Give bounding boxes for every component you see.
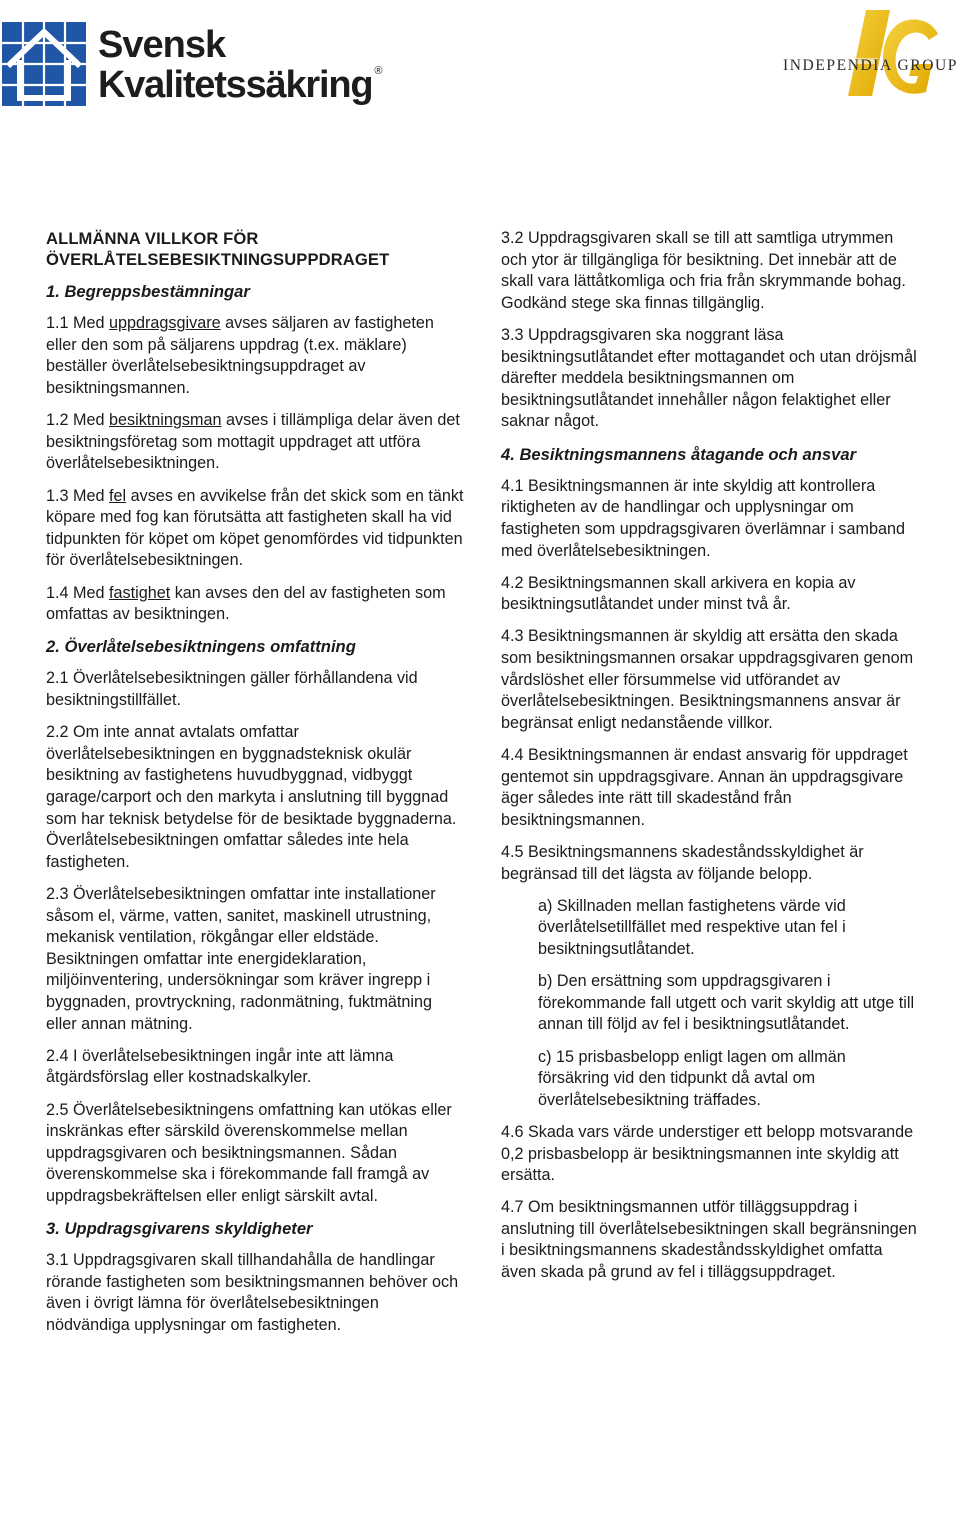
brand-line-2: Kvalitetssäkring [98, 64, 373, 106]
clause-4-5: 4.5 Besiktningsmannens skadeståndsskyldighet är begränsad till det lägsta av följande belopp. [501, 843, 864, 883]
title-line-1: ALLMÄNNA VILLKOR FÖR [46, 229, 259, 248]
document-title [46, 228, 466, 270]
clause-4-1: 4.1 Besiktningsmannen är inte skyldig att kontrollera riktigheten av de handlingar och upplysningar om fastigheten som uppdragsgivaren överlämnar i samband med överlåtelsebesiktningen. [501, 476, 906, 560]
clause-4-3: 4.3 Besiktningsmannen är skyldig att ersätta den skada som besiktningsmannen orsakar uppdragsgivaren genom vårdslöshet eller försummelse vid utförandet av överlåtelsebesiktningen. Besiktningsmannens ansvar är begränsat enligt nedanstående villkor. [501, 627, 914, 732]
clause-2-1: 2.1 Överlåtelsebesiktningen gäller förhållandena vid besiktningstillfället. [46, 669, 418, 710]
section-heading-3: 3. Uppdragsgivarens skyldigheter [46, 1219, 313, 1239]
clause-3-3: 3.3 Uppdragsgivaren ska noggrant läsa besiktningsutlåtandet efter mottagandet och utan dröjsmål därefter meddela besiktningsmannen om besiktningsutlåtandet innehåller någon felaktighet eller saknar något. [501, 325, 917, 431]
clause-4-5-a: a) Skillnaden mellan fastighetens värde vid överlåtelsetillfället med respektive utan fel i besiktningsutlåtandet. [538, 896, 846, 958]
clause-1-4: 1.4 Med fastighet kan avses den del av fastigheten som omfattas av besiktningen. [46, 583, 446, 624]
clause-4-5-c: c) 15 prisbasbelopp enligt lagen om allmän försäkring vid den tidpunkt då avtal om överlåtelsebesiktning träffades. [538, 1047, 846, 1109]
clause-2-4: 2.4 I överlåtelsebesiktningen ingår inte att lämna åtgärdsförslag eller kostnadskalkyler. [46, 1046, 394, 1087]
term-fastighet: fastighet [109, 583, 171, 602]
independia-group-wordmark: INDEPENDIA GROUP [783, 57, 959, 74]
title-line-2: ÖVERLÅTELSEBESIKTNINGSUPPDRAGET [46, 250, 390, 269]
brand-line-1: Svensk [98, 24, 226, 66]
term-fel: fel [109, 486, 127, 505]
section-heading-4: 4. Besiktningsmannens åtagande och ansvar [501, 444, 857, 464]
ig-logo-icon [828, 4, 958, 100]
clause-4-6: 4.6 Skada vars värde understiger ett belopp motsvarande 0,2 prisbasbelopp är besiktningsmannen inte skyldig att ersätta. [501, 1122, 914, 1185]
brand-wordmark [98, 26, 381, 104]
clause-2-5: 2.5 Överlåtelsebesiktningens omfattning kan utökas eller inskränkas efter särskild överenskommelse mellan uppdragsgivaren och besiktningsmannen. Sådan överenskommelse ska i förekommande fall framgå av uppdragsbekräftelsen eller enligt särskilt avtal. [46, 1100, 452, 1205]
right-column [501, 228, 921, 1294]
clause-2-2: 2.2 Om inte annat avtalats omfattar överlåtelsebesiktningen en byggnadsteknisk okulär besiktning av fastighetens huvudbyggnad, vidbyggt garage/carport och den markyta i anslutning till byggnad som har teknisk betydelse för de besiktade byggnaderna. Överlåtelsebesiktningen omfattar således inte hela fastigheten. [46, 723, 457, 871]
term-besiktningsman: besiktningsman [109, 411, 222, 430]
clause-4-7: 4.7 Om besiktningsmannen utför tilläggsuppdrag i anslutning till överlåtelsebesiktningen skall begränsningen i besiktningsmannens skadeståndsskyldighet omfatta även skada på grund av fel i tilläggsuppdraget. [501, 1198, 917, 1282]
house-grid-logo-icon [2, 22, 86, 106]
clause-3-2: 3.2 Uppdragsgivaren skall se till att samtliga utrymmen och ytor är tillgängliga för besiktning. Det innebär att de skall vara lättåtkomliga och fria från skrymmande bohag. Godkänd stege ska finnas tillgänglig. [501, 229, 906, 312]
clause-1-2: 1.2 Med besiktningsman avses i tillämpliga delar även det besiktningsföretag som mottagit uppdraget att utföra överlåtelsebesiktningen. [46, 411, 460, 473]
left-column [46, 228, 466, 1347]
clause-4-2: 4.2 Besiktningsmannen skall arkivera en kopia av besiktningsutlåtandet under minst två år. [501, 573, 856, 614]
term-uppdragsgivare: uppdragsgivare [109, 314, 221, 333]
clause-3-1: 3.1 Uppdragsgivaren skall tillhandahålla de handlingar rörande fastigheten som besiktningsmannen behöver och även i övrigt lämna för överlåtelsebesiktningen nödvändiga upplysningar om fastigheten. [46, 1251, 459, 1335]
registered-mark: ® [374, 65, 382, 77]
clause-2-3: 2.3 Överlåtelsebesiktningen omfattar inte installationer såsom el, värme, vatten, sanitet, maskinell utrustning, mekanisk ventilation, rökgångar eller eldstäde. Besiktningen omfattar inte energideklaration, miljöinventering, undersökningar som kräver ingrepp i byggnaden, provtryckning, radonmätning, fuktmätning eller annan mätning. [46, 885, 436, 1033]
section-heading-1: 1. Begreppsbestämningar [46, 282, 250, 301]
section-heading-2: 2. Överlåtelsebesiktningens omfattning [46, 637, 356, 657]
clause-4-5-b: b) Den ersättning som uppdragsgivaren i förekommande fall utgett och varit skyldig att utge till annan till följd av fel i besiktningsutlåtandet. [538, 972, 915, 1034]
clause-1-1: 1.1 Med uppdragsgivare avses säljaren av fastigheten eller den som på säljarens uppdrag (t.ex. mäklare) beställer överlåtelsebesiktningsuppdraget av besiktningsmannen. [46, 314, 434, 397]
page-header [0, 0, 960, 130]
clause-4-4: 4.4 Besiktningsmannen är endast ansvarig för uppdraget gentemot sin uppdragsgivare. Annan än uppdragsgivare äger således inte rätt till skadestånd från besiktningsmannen. [501, 746, 908, 829]
clause-1-3: 1.3 Med fel avses en avvikelse från det skick som en tänkt köpare med fog kan förutsätta att fastigheten skall ha vid tidpunkten för köpet om köpet genomfördes vid tidpunkten för överlåtelsebesiktningen. [46, 486, 464, 570]
